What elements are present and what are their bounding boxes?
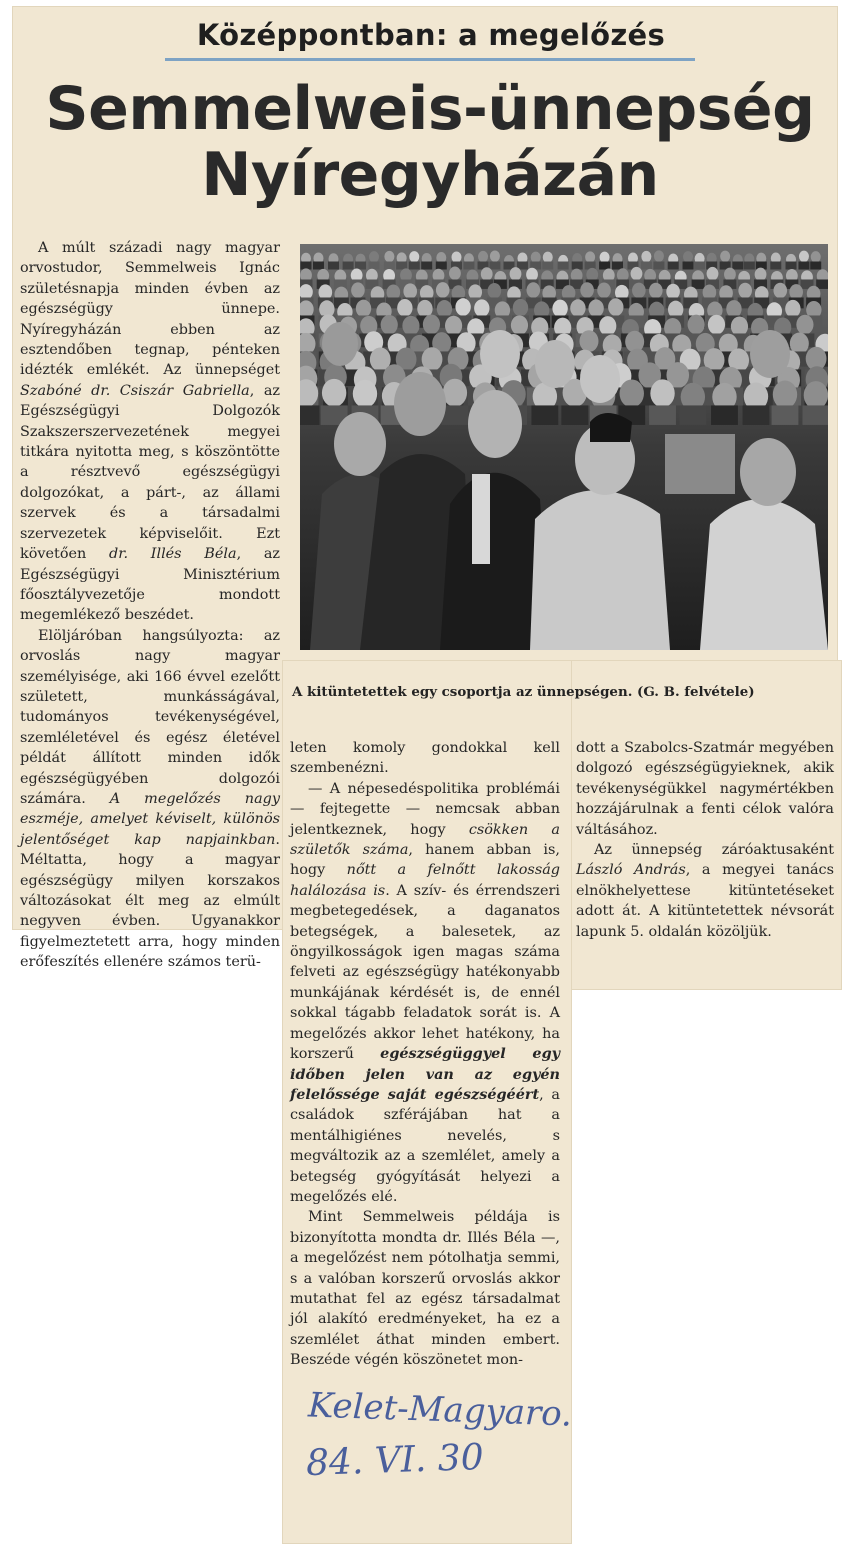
article-paragraph (290, 1207, 560, 1370)
text-run: . Méltatta, hogy a magyar egészségügy milyen korszakos változásokat élt meg az elmúlt negyven évben. Ugyanakkor figyelmeztetett arra, hogy minden erőfeszítés ellenére számos terü- (20, 831, 280, 971)
text-run: A megelőzés nagy eszméje, amelyet kéviselt, különös jelentőséget kap napjainkban (20, 790, 280, 848)
text-run: dr. Illés Béla (108, 546, 237, 563)
kicker-heading: Középpontban: a megelőzés (196, 18, 666, 52)
article-paragraph (576, 840, 834, 942)
text-run: egészségüggyel egy időben jelen van az egyén felelőssége saját egészségéért (290, 1045, 560, 1103)
text-run: Elöljáróban hangsúlyozta: az orvoslás nagy magyar személyisége, aki 166 évvel ezelőtt született, munkásságával, tudományos tevékenységével, szemléletével és egész életével példát állított minden idők egészségügyében dolgozói számára. (20, 627, 280, 807)
kicker-underline (165, 58, 695, 61)
text-run: A múlt századi nagy magyar orvostudor, Semmelweis Ignác születésnapja minden évben az egészségügy ünnepe. Nyíregyházán ebben az esztendőben tegnap, pénteken idézték emlékét. Az ünnepséget (20, 240, 280, 379)
article-paragraph (290, 738, 560, 779)
audience-photo-image (300, 244, 828, 650)
text-run: , a családok szférájában hat a mentálhigiénes nevelés, s megváltozik az a szemlélet, amely a betegség gyógyítását helyezi a megelőzés elé. (290, 1086, 560, 1205)
text-run: , hanem abban is, hogy (290, 842, 560, 879)
text-run: — A népesedéspolitika problémái — fejtegette — nemcsak abban jelentkeznek, hogy (290, 780, 560, 838)
text-run: , a megyei tanács elnökhelyettese kitüntetéseket adott át. A kitüntetettek névsorát lapunk 5. oldalán közöljük. (576, 862, 834, 940)
article-paragraph (290, 779, 560, 1208)
text-run: . A szív- és érrendszeri megbetegedések, a daganatos betegségek, a balesetek, az öngyilkosságok igen magas száma felveti az egészségügy hatékonyabb munkájának kérdését is, de ennél sokkal tágabb feladatok sorát is. A megelőzés akkor lehet hatékony, ha korszerű (290, 882, 561, 1063)
text-run: leten komoly gondokkal kell szembenézni. (290, 740, 560, 777)
text-run: nőtt a felnőtt lakosság halálozása is (290, 862, 560, 899)
article-column-3 (576, 738, 834, 942)
photo-caption: A kitüntetettek egy csoportja az ünnepségen. (G. B. felvétele) (292, 684, 755, 700)
article-paragraph (20, 626, 280, 973)
text-run: Mint Semmelweis példája is bizonyította mondta dr. Illés Béla —, a megelőzést nem pótolhatja semmi, s a valóban korszerű orvoslás akkor mutathat fel az egész társadalmat jól alakító eredményeket, ha ez a szemlélet áthat minden embert. Beszéde végén köszönetet mon- (290, 1209, 560, 1369)
handwritten-source-note: Kelet-Magyaro. (307, 1385, 573, 1435)
text-run: csökken a születők száma (290, 821, 560, 859)
text-run: Szabóné dr. Csiszár Gabriella (20, 382, 250, 399)
article-column-2 (290, 738, 560, 1371)
text-run: dott a Szabolcs-Szatmár megyében dolgozó egészségügyieknek, akik tevékenységükkel nagymértékben hozzájárulnak a fenti célok valóra váltásához. (576, 740, 834, 838)
text-run: László András (576, 862, 686, 879)
audience-photo (300, 244, 828, 650)
headline-line-2: Nyíregyházán (201, 140, 659, 210)
handwritten-date-note: 84. VI. 30 (305, 1436, 485, 1485)
headline-line-1: Semmelweis-ünnepség (45, 74, 815, 144)
article-paragraph (576, 738, 834, 840)
article-column-1 (20, 238, 280, 973)
text-run: , az Egészségügyi Dolgozók Szakszerszervezetének megyei titkára nyitotta meg, s köszöntötte a résztvevő egészségügyi dolgozókat, a párt-, az állami szervek és a társadalmi szervezetek képviselőit. Ezt követően (20, 382, 281, 563)
text-run: Az ünnepség záróaktusaként (594, 842, 834, 859)
text-run: , az Egészségügyi Minisztérium főosztályvezetője mondott megemlékező beszédet. (20, 546, 281, 624)
article-paragraph (20, 238, 280, 626)
